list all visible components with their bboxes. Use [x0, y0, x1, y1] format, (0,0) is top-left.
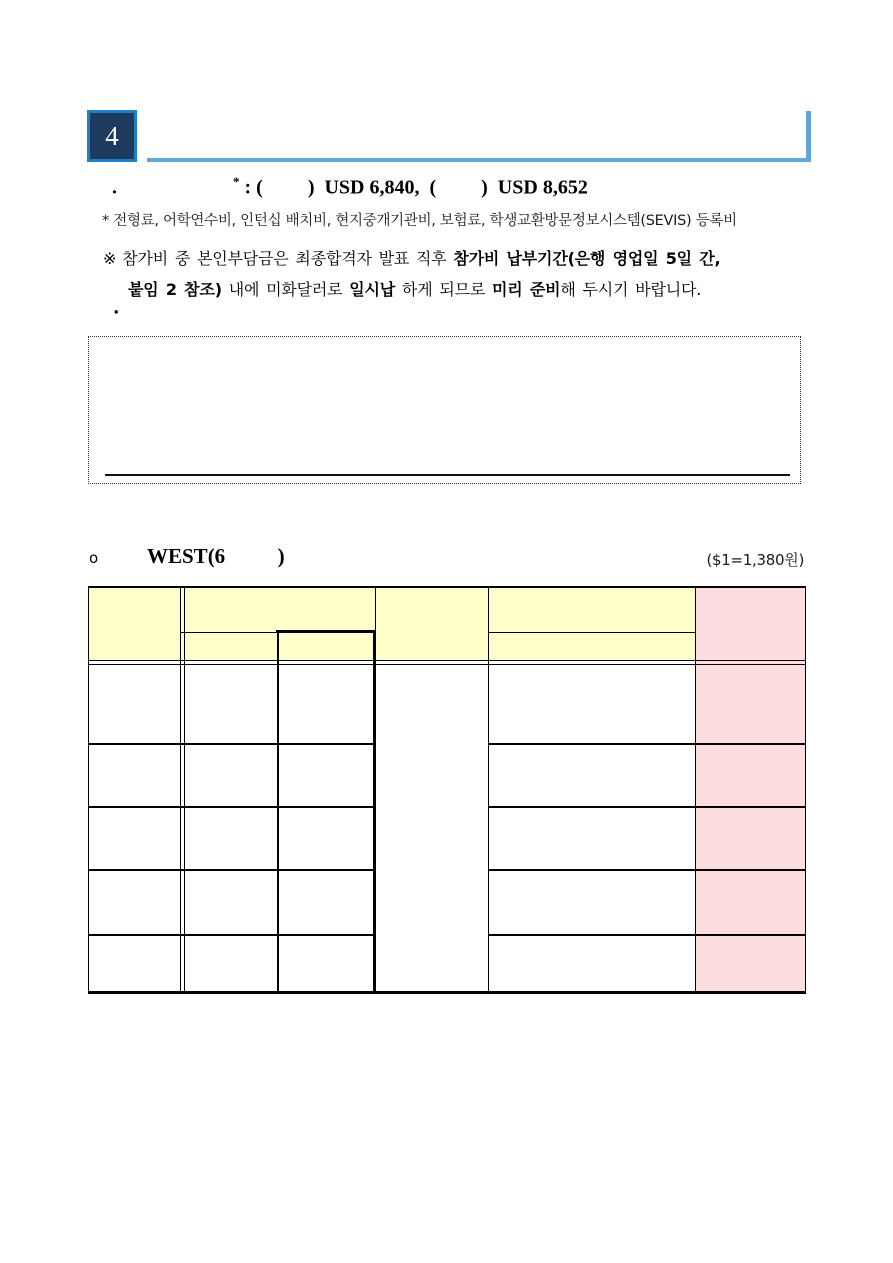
payment-notice	[103, 243, 809, 305]
reference-mark-icon: ※	[103, 249, 117, 268]
grid-line	[488, 806, 806, 808]
section-heading	[89, 544, 806, 572]
grid-line	[488, 934, 806, 936]
grid-line	[88, 934, 375, 936]
grid-line	[88, 806, 375, 808]
grid-line	[488, 743, 806, 745]
grid-line	[180, 632, 278, 633]
notice-text-bold: 참가비 납부기간(은행 영업일 5일 간,	[453, 249, 721, 268]
highlight-column-fill-pink	[695, 586, 805, 991]
note-bullet: ·	[113, 303, 120, 323]
grid-line-double	[180, 586, 181, 994]
grid-line	[88, 991, 806, 994]
footnote-text: 전형료, 어학연수비, 인턴십 배치비, 현지중개기관비, 보험료, 학생교환방문정보시스템(SEVIS) 등록비	[113, 213, 737, 229]
grid-line	[88, 586, 806, 588]
grid-line-thick	[373, 630, 376, 994]
dotted-note-box	[88, 336, 801, 484]
header-rule	[147, 158, 811, 162]
notice-text-bold: 미리 준비	[492, 280, 561, 299]
notice-text: 참가비 중 본인부담금은 최종합격자 발표 직후	[122, 249, 454, 268]
grid-line	[488, 869, 806, 871]
notice-line-1	[103, 243, 809, 274]
cost-table	[88, 586, 806, 994]
list-marker: o	[89, 549, 99, 567]
grid-line	[277, 632, 279, 994]
notice-text: 해 두시기 바랍니다.	[560, 280, 702, 299]
grid-line	[88, 869, 375, 871]
grid-line	[88, 586, 89, 994]
header-rule-end	[806, 111, 811, 162]
grid-line	[488, 632, 695, 633]
fee-footnote	[102, 209, 808, 230]
grid-line-thick	[276, 630, 376, 633]
grid-line-double	[184, 586, 185, 994]
notice-line-2	[103, 274, 809, 305]
section-title: WEST(6 )	[147, 544, 285, 568]
exchange-rate-note: ($1=1,380원)	[706, 551, 804, 569]
section-number-badge: 4	[87, 110, 137, 162]
fee-summary-line	[112, 174, 588, 200]
notice-text: 하게 되므로	[395, 280, 492, 299]
notice-text: 내에 미화달러로	[221, 280, 350, 299]
footnote-marker: *	[102, 213, 109, 229]
grid-line	[488, 586, 489, 994]
grid-line	[805, 586, 806, 994]
grid-line-double	[88, 664, 806, 665]
fee-amounts: : ( ) USD 6,840, ( ) USD 8,652	[239, 176, 588, 199]
fee-bullet: .	[112, 176, 117, 199]
fee-footnote-mark: *	[233, 174, 240, 189]
grid-line	[695, 586, 696, 994]
grid-line	[375, 586, 376, 632]
notice-text-bold: 붙임 2 참조)	[128, 280, 222, 299]
blank-underline	[105, 474, 790, 476]
grid-line-double	[88, 660, 806, 661]
notice-text-bold: 일시납	[349, 280, 396, 299]
grid-line	[88, 743, 375, 745]
